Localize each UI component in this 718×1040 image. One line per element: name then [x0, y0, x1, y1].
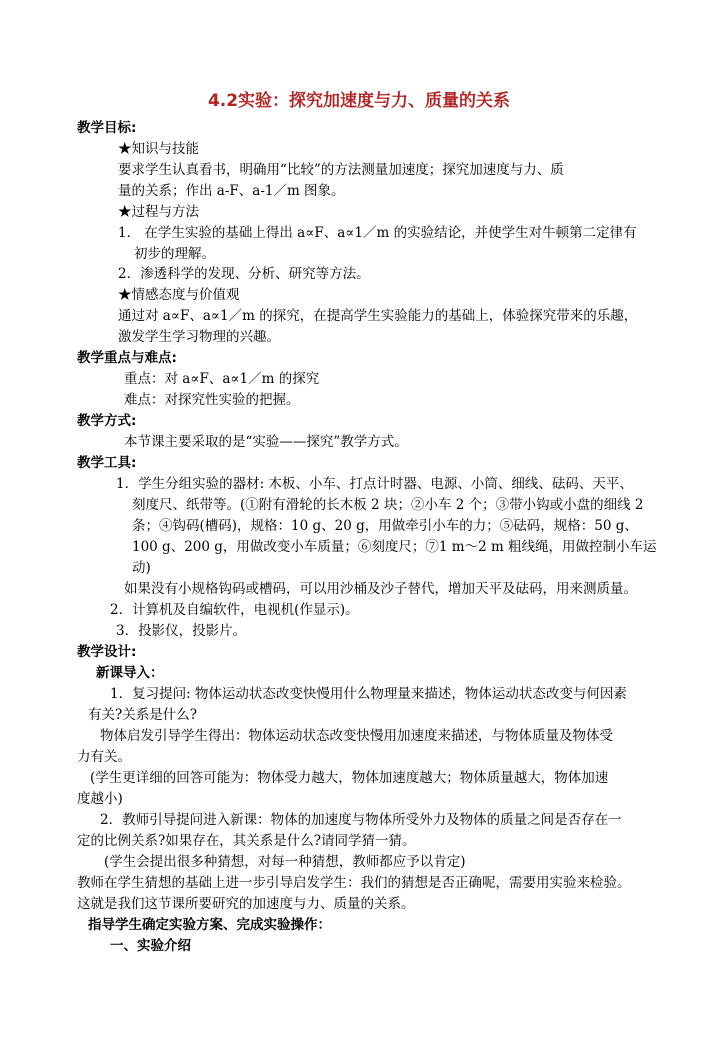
text-line: 3．投影仪，投影片。 [116, 623, 247, 639]
heading-key-points: 教学重点与难点: [77, 350, 177, 366]
text-line: 2．渗透科学的发现、分析、研究等方法。 [118, 266, 370, 282]
text-line: 定的比例关系?如果存在，其关系是什么?请同学猜一猜。 [77, 833, 416, 849]
text-line: 这就是我们这节课所要研究的加速度与力、质量的关系。 [77, 896, 415, 912]
objective-knowledge-label: ★知识与技能 [118, 141, 199, 157]
heading-teaching-tools: 教学工具: [77, 455, 137, 471]
heading-teaching-design: 教学设计: [77, 644, 137, 660]
text-line: 刻度尺、纸带等。(①附有滑轮的长木板 2 块；②小车 2 个；③带小钩或小盘的细线 2 [132, 497, 644, 513]
text-line: 度越小) [77, 791, 123, 807]
page-title: 4.2实验：探究加速度与力、质量的关系 [207, 91, 511, 111]
text-line: 难点：对探究性实验的把握。 [124, 392, 300, 408]
text-line: 通过对 a∝F、a∝1／m 的探究，在提高学生实验能力的基础上，体验探究带来的乐趣， [118, 308, 638, 324]
text-line: 重点：对 a∝F、a∝1／m 的探究 [124, 371, 320, 387]
subheading-experiment-plan: 指导学生确定实验方案、完成实验操作： [88, 917, 331, 933]
text-line: 力有关。 [77, 749, 131, 765]
text-line: 2．教师引导提问进入新课：物体的加速度与物体所受外力及物体的质量之间是否存在一 [100, 812, 622, 828]
text-line: 1．复习提问: 物体运动状态改变快慢用什么物理量来描述，物体运动状态改变与何因素 [110, 686, 627, 702]
heading-objectives: 教学目标: [77, 120, 137, 136]
text-line: 本节课主要采取的是“实验——探究”教学方式。 [124, 434, 408, 450]
text-line: 物体启发引导学生得出：物体运动状态改变快慢用加速度来描述，与物体质量及物体受 [100, 728, 613, 744]
heading-teaching-method: 教学方式: [77, 413, 137, 429]
objective-attitude-label: ★情感态度与价值观 [118, 287, 240, 303]
text-line: 教师在学生猜想的基础上进一步引导启发学生：我们的猜想是否正确呢，需要用实验来检验。 [77, 875, 631, 891]
text-line: 如果没有小规格钩码或槽码，可以用沙桶及沙子替代，增加天平及砝码，用来测质量。 [124, 581, 637, 597]
text-line: 1．学生分组实验的器材: 木板、小车、打点计时器、电源、小筒、细线、砝码、天平、 [116, 476, 633, 492]
text-line: 100 g、200 g，用做改变小车质量；⑥刻度尺；⑦1 m～2 m 粗线绳，用做控制小车运 [132, 539, 657, 555]
text-line: 1． 在学生实验的基础上得出 a∝F、a∝1／m 的实验结论，并使学生对牛顿第二定律有 [118, 225, 637, 241]
text-line: 激发学生学习物理的兴趣。 [118, 329, 280, 345]
text-line: 要求学生认真看书，明确用“比较”的方法测量加速度；探究加速度与力、质 [118, 162, 564, 178]
text-line: 初步的理解。 [134, 246, 215, 262]
text-line: (学生会提出很多种猜想，对每一种猜想，教师都应予以肯定) [104, 854, 466, 870]
text-line: (学生更详细的回答可能为：物体受力越大，物体加速度越大；物体质量越大，物体加速 [90, 770, 609, 786]
text-line: 2．计算机及自编软件，电视机(作显示)。 [110, 602, 359, 618]
text-line: 条；④钩码(槽码)，规格：10 g、20 g，用做牵引小车的力；⑤砝码，规格：50 g、 [132, 518, 638, 534]
subheading-experiment-intro: 一、实验介绍 [110, 938, 191, 954]
objective-process-label: ★过程与方法 [118, 204, 199, 220]
text-line: 有关?关系是什么? [88, 707, 197, 723]
text-line: 动) [132, 560, 151, 576]
subheading-new-lesson: 新课导入： [96, 665, 164, 681]
text-line: 量的关系；作出 a-F、a-1／m 图象。 [118, 183, 345, 199]
